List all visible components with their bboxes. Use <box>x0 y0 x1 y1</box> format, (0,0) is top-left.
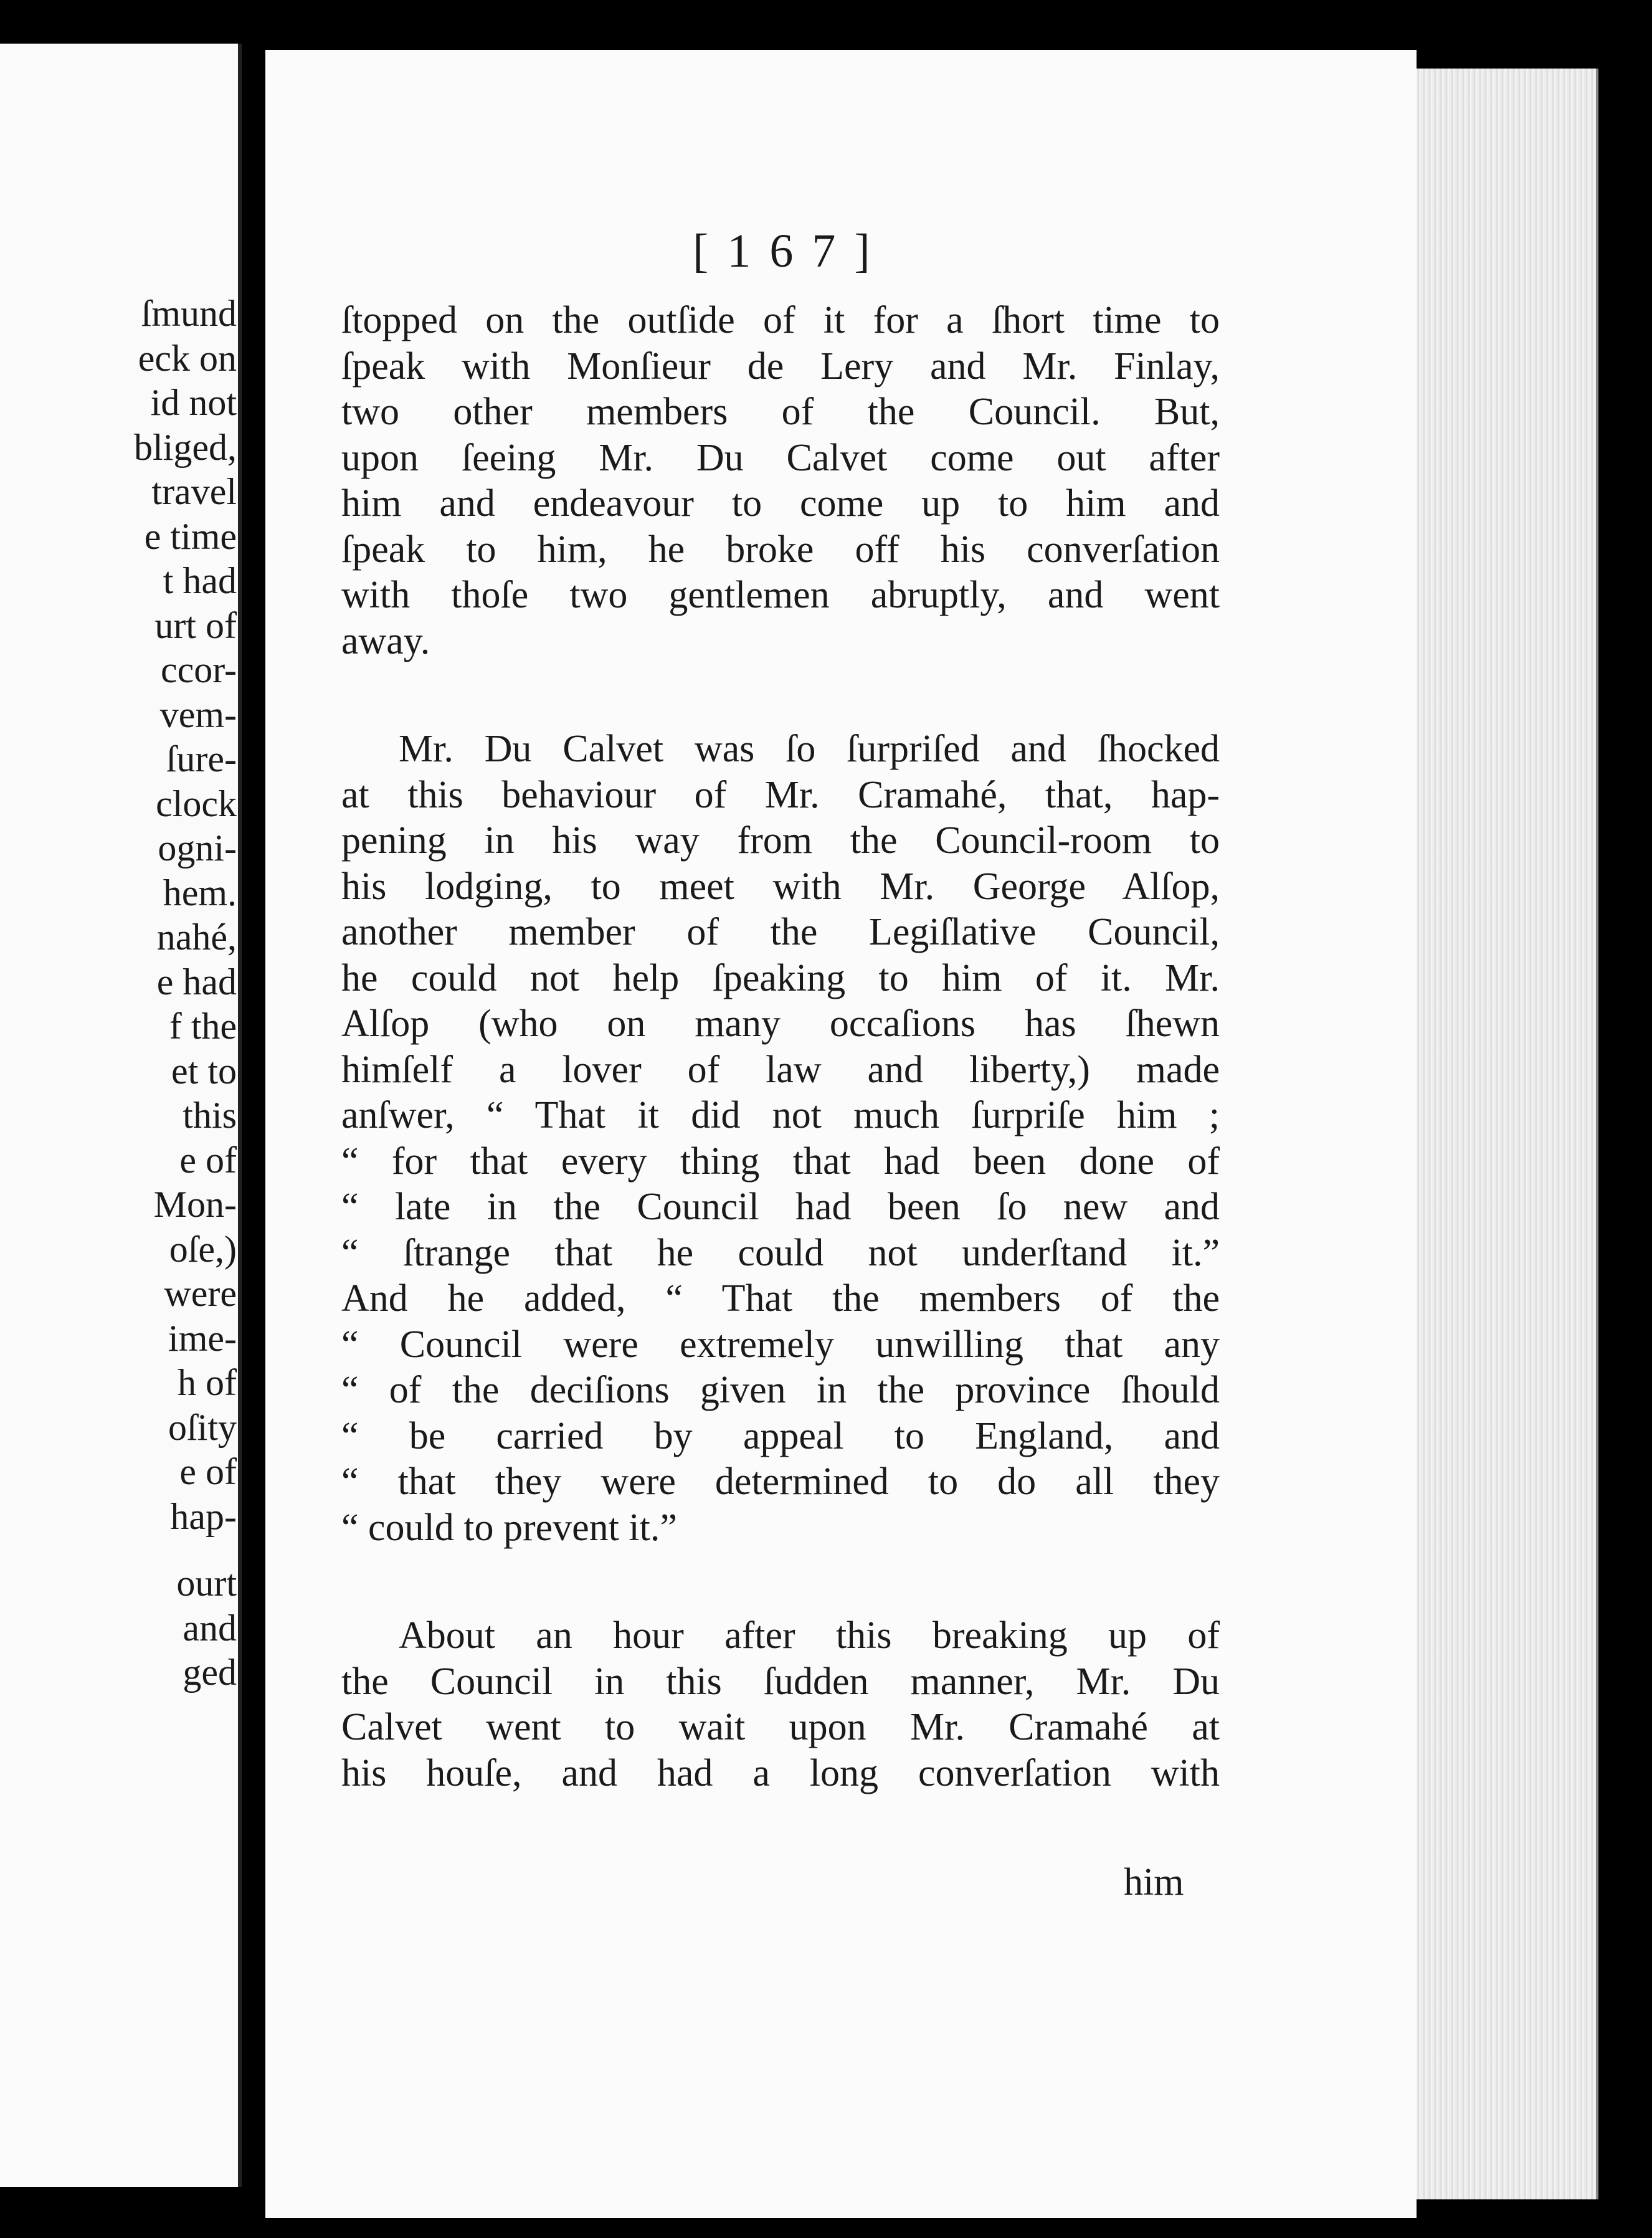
left-page-line: ourt <box>176 1563 237 1604</box>
left-page-line: oſity <box>168 1406 237 1448</box>
text-line: him and endeavour to come up to him and <box>341 482 1220 525</box>
text-line: two other members of the Council. But, <box>341 391 1220 433</box>
left-page-line: this <box>183 1095 237 1136</box>
text-line: another member of the Legiſlative Council, <box>341 911 1220 953</box>
left-page-line: were <box>164 1273 237 1314</box>
left-page-line: hap- <box>170 1495 237 1537</box>
text-line: Calvet went to wait upon Mr. Cramahé at <box>341 1706 1220 1748</box>
left-page-line: travel <box>151 471 237 512</box>
text-line: “ for that every thing that had been done of <box>341 1140 1220 1183</box>
open-bracket: [ <box>693 225 728 277</box>
left-page-line: eck on <box>138 337 237 379</box>
left-page-line: ſure- <box>166 738 237 779</box>
left-facing-page <box>0 44 242 2187</box>
left-page-line: et to <box>171 1050 237 1092</box>
left-page-line: e time <box>144 515 237 557</box>
left-page-line: oſe,) <box>169 1228 237 1270</box>
left-page-text <box>0 292 237 1695</box>
text-line: ſpeak to him, he broke off his converſation <box>341 528 1220 571</box>
left-page-line: urt of <box>154 604 237 646</box>
left-page-line: and <box>183 1607 237 1649</box>
text-line: “ that they were determined to do all they <box>341 1460 1220 1503</box>
left-page-line: nahé, <box>156 917 237 958</box>
text-line: About an hour after this breaking up of <box>399 1614 1220 1657</box>
left-page-line: ime- <box>168 1317 237 1359</box>
text-line: himſelf a lover of law and liberty,) made <box>341 1048 1220 1091</box>
left-page-line: e of <box>179 1139 237 1181</box>
left-page-line: h of <box>178 1362 237 1403</box>
text-line: “ be carried by appeal to England, and <box>341 1414 1220 1457</box>
left-page-line: id not <box>150 382 237 423</box>
text-line: with thoſe two gentlemen abruptly, and went <box>341 574 1220 616</box>
page-number-header <box>693 224 889 279</box>
page-edges <box>1417 69 1598 2199</box>
text-line: at this behaviour of Mr. Cramahé, that, hap- <box>341 773 1220 816</box>
left-page-line: ccor- <box>160 649 237 690</box>
text-line: “ of the deciſions given in the province ſhould <box>341 1369 1220 1411</box>
left-page-line: hem. <box>163 872 237 913</box>
left-page-line: vem- <box>159 693 237 735</box>
left-page-line: Mon- <box>153 1184 237 1225</box>
text-line: upon ſeeing Mr. Du Calvet come out after <box>341 436 1220 479</box>
left-page-line: bliged, <box>134 426 237 468</box>
page-number: 167 <box>727 225 855 277</box>
text-line: “ could to prevent it.” <box>341 1506 677 1549</box>
left-page-line: ſmund <box>141 293 237 334</box>
left-page-line: e had <box>156 961 237 1002</box>
text-line: “ Council were extremely unwilling that any <box>341 1323 1220 1366</box>
left-page-line: f the <box>169 1006 237 1047</box>
catchword: him <box>1124 1861 1184 1903</box>
text-line: he could not help ſpeaking to him of it. Mr. <box>341 956 1220 999</box>
left-page-line: e of <box>179 1451 237 1492</box>
left-page-line: clock <box>156 783 237 824</box>
left-page-line: ogni- <box>158 827 237 869</box>
text-line: Mr. Du Calvet was ſo ſurpriſed and ſhocked <box>399 728 1220 770</box>
text-line: ſpeak with Monſieur de Lery and Mr. Finlay, <box>341 345 1220 388</box>
text-line: away. <box>341 619 430 662</box>
text-line: And he added, “ That the members of the <box>341 1277 1220 1320</box>
paragraph <box>341 298 1220 664</box>
text-line: “ late in the Council had been ſo new and <box>341 1186 1220 1228</box>
text-line: anſwer, “ That it did not much ſurpriſe him ; <box>341 1094 1220 1136</box>
text-line: “ ſtrange that he could not underſtand it.” <box>341 1231 1220 1274</box>
close-bracket: ] <box>854 225 889 277</box>
book-gutter <box>242 56 265 2218</box>
text-line: the Council in this ſudden manner, Mr. Du <box>341 1660 1220 1703</box>
text-line: Alſop (who on many occaſions has ſhewn <box>341 1002 1220 1045</box>
left-page-line: ged <box>183 1652 237 1693</box>
body-text <box>341 298 1220 1859</box>
text-line: his lodging, to meet with Mr. George Alſop, <box>341 865 1220 908</box>
text-line: his houſe, and had a long converſation with <box>341 1751 1220 1794</box>
left-page-line: t had <box>163 560 237 601</box>
text-line: ſtopped on the outſide of it for a ſhort time to <box>341 299 1220 341</box>
text-line: pening in his way from the Council-room to <box>341 819 1220 862</box>
paragraph <box>341 1613 1220 1796</box>
paragraph <box>341 726 1220 1551</box>
